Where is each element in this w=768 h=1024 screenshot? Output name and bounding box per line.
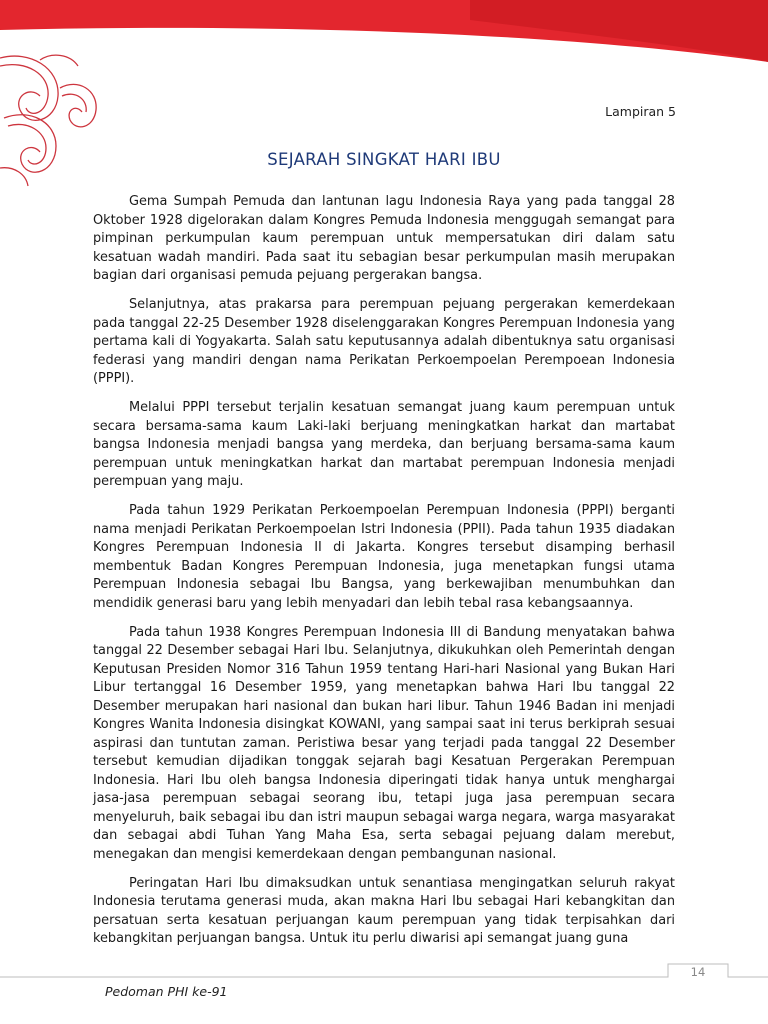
- paragraph: Pada tahun 1938 Kongres Perempuan Indonesia III di Bandung menyatakan bahwa tanggal 22 Desember sebagai Hari Ibu. Selanjutnya, dikukuhkan oleh Pemerintah dengan Keputusan Presiden Nomor 316 Tahun 1959 tentang Hari-hari Nasional yang Bukan Hari Libur tertanggal 16 Desember 1959, yang menetapkan bahwa Hari Ibu tanggal 22 Desember merupakan hari nasional dan bukan hari libur. Tahun 1946 Badan ini menjadi Kongres Wanita Indonesia disingkat KOWANI, yang sampai saat ini terus berkiprah sesuai aspirasi dan tuntutan zaman. Peristiwa besar yang terjadi pada tanggal 22 Desember tersebut kemudian dijadikan tonggak sejarah bagi Kesatuan Pergerakan Perempuan Indonesia. Hari Ibu oleh bangsa Indonesia diperingati tidak hanya untuk menghargai jasa-jasa perempuan sebagai seorang ibu, tetapi juga jasa perempuan secara menyeluruh, baik sebagai ibu dan istri maupun sebagai warga negara, warga masyarakat dan sebagai abdi Tuhan Yang Maha Esa, serta sebagai pejuang dalam merebut, menegakan dan mengisi kemerdekaan dengan pembangunan nasional.: [93, 624, 675, 862]
- header-red-band: [0, 0, 768, 70]
- footer-rule: [0, 960, 768, 985]
- document-body: [93, 193, 675, 959]
- paragraph: Melalui PPPI tersebut terjalin kesatuan semangat juang kaum perempuan untuk secara bersama-sama kaum Laki-laki berjuang meningkatkan harkat dan martabat bangsa Indonesia menjadi bangsa yang merdeka, dan berjuang bersama-sama kaum perempuan untuk meningkatkan harkat dan martabat perempuan Indonesia menjadi perempuan yang maju.: [93, 400, 675, 489]
- page-number: 14: [690, 965, 706, 979]
- appendix-label: Lampiran 5: [605, 104, 676, 119]
- document-title: SEJARAH SINGKAT HARI IBU: [267, 150, 501, 169]
- paragraph: Peringatan Hari Ibu dimaksudkan untuk senantiasa mengingatkan seluruh rakyat Indonesia terutama generasi muda, akan makna Hari Ibu sebagai Hari kebangkitan dan persatuan serta kesatuan perjuangan kaum perempuan yang tidak terpisahkan dari kebangkitan perjuangan bangsa. Untuk itu perlu diwarisi api semangat juang guna: [93, 875, 675, 946]
- publication-footer: Pedoman PHI ke-91: [105, 984, 228, 999]
- paragraph: Selanjutnya, atas prakarsa para perempuan pejuang pergerakan kemerdekaan pada tanggal 22-25 Desember 1928 diselenggarakan Kongres Perempuan Indonesia yang pertama kali di Yogyakarta. Salah satu keputusannya adalah dibentuknya satu organisasi federasi yang mandiri dengan nama Perikatan Perkoempoelan Perempoean Indonesia (PPPI).: [93, 297, 675, 386]
- paragraph: Pada tahun 1929 Perikatan Perkoempoelan Perempuan Indonesia (PPPI) berganti nama menjadi Perikatan Perkoempoelan Istri Indonesia (PPII). Pada tahun 1935 diadakan Kongres Perempuan Indonesia II di Jakarta. Kongres tersebut disamping berhasil membentuk Badan Kongres Perempuan Indonesia, juga menetapkan fungsi utama Perempuan Indonesia sebagai Ibu Bangsa, yang berkewajiban menumbuhkan dan mendidik generasi baru yang lebih menyadari dan lebih tebal rasa kebangsaannya.: [93, 503, 675, 611]
- paragraph: Gema Sumpah Pemuda dan lantunan lagu Indonesia Raya yang pada tanggal 28 Oktober 1928 digelorakan dalam Kongres Pemuda Indonesia menggugah semangat para pimpinan perkumpulan kaum perempuan untuk mempersatukan diri dalam satu kesatuan wadah mandiri. Pada saat itu sebagian besar perkumpulan masih merupakan bagian dari organisasi pemuda pejuang pergerakan bangsa.: [93, 194, 675, 283]
